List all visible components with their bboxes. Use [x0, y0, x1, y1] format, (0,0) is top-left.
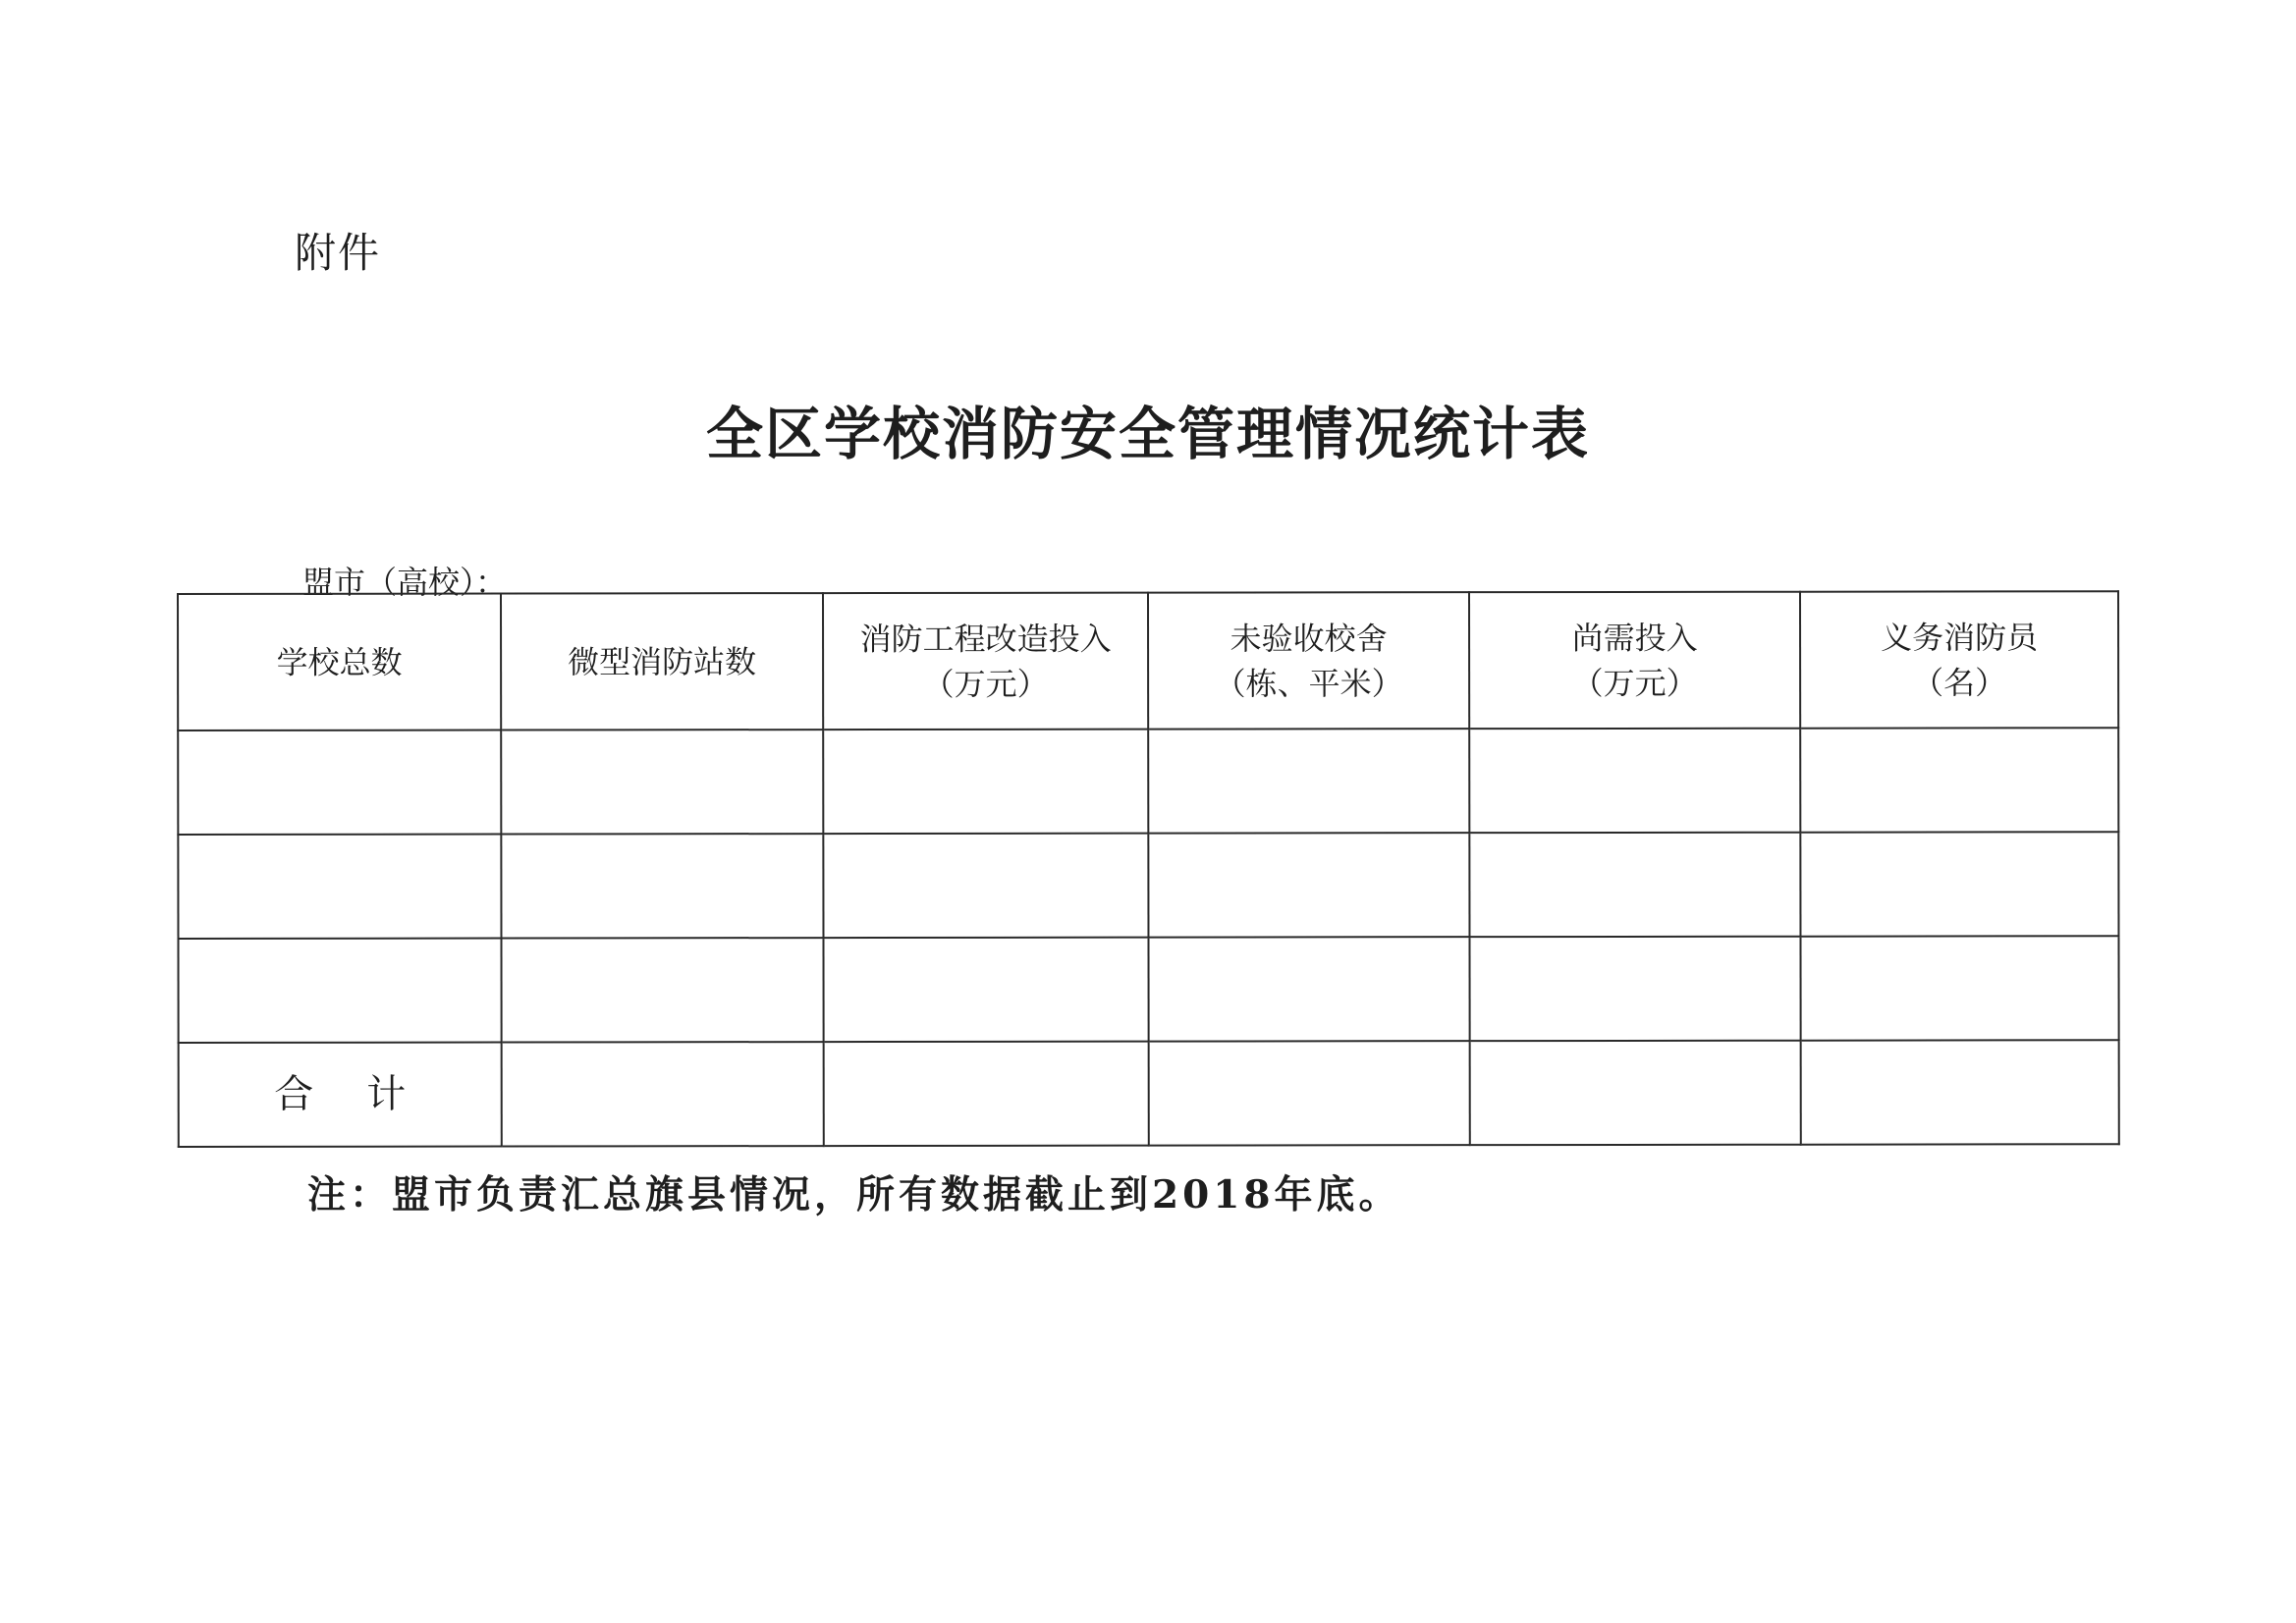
region-label: 盟市（高校）：	[302, 564, 508, 601]
table-cell	[1470, 1041, 1801, 1145]
table-cell	[1148, 833, 1469, 937]
header-unit: （栋、平米）	[1214, 664, 1403, 703]
header-row	[178, 591, 2118, 730]
header-cell-school-total	[178, 594, 501, 730]
total-label: 合计	[179, 1043, 502, 1147]
table-cell	[1801, 1040, 2119, 1144]
header-line: 消防工程改造投入	[859, 620, 1112, 658]
table-cell	[502, 1042, 824, 1146]
table-cell	[1469, 937, 1800, 1041]
table-row	[178, 936, 2118, 1043]
table-cell	[1469, 729, 1800, 833]
header-cell-required-investment	[1469, 592, 1800, 729]
table-cell	[823, 938, 1148, 1042]
header-unit: （名）	[1912, 663, 2007, 702]
header-cell-volunteer-firefighters	[1800, 591, 2118, 728]
header-line: 义务消防员	[1881, 618, 2039, 657]
table-cell	[824, 1042, 1149, 1146]
document-title: 全区学校消防安全管理情况统计表	[705, 401, 1590, 467]
table-cell	[1149, 1041, 1470, 1145]
table-cell	[1800, 832, 2118, 936]
attachment-label: 附件	[295, 229, 382, 277]
table-cell	[178, 730, 501, 835]
header-cell-fire-engineering-investment	[823, 593, 1148, 730]
table-cell	[1800, 936, 2118, 1040]
table-cell	[178, 835, 501, 939]
header-line: 微型消防站数	[568, 642, 757, 680]
table-cell	[501, 834, 823, 938]
header-unit: （万元）	[922, 665, 1049, 703]
statistics-table	[177, 590, 2120, 1148]
table-cell	[823, 834, 1148, 938]
footnote: 注：盟市负责汇总旗县情况，所有数据截止到2018年底。	[307, 1172, 1401, 1217]
header-cell-unaccepted-buildings	[1148, 592, 1469, 729]
table-cell	[1148, 729, 1469, 833]
header-line: 未验收校舍	[1230, 619, 1388, 658]
statistics-table-container	[177, 590, 2118, 1148]
header-unit: （万元）	[1571, 664, 1698, 702]
table-cell	[1469, 833, 1800, 937]
table-cell	[1148, 937, 1469, 1041]
table-cell	[178, 939, 501, 1043]
header-line: 学校总数	[276, 643, 403, 681]
table-cell	[501, 730, 823, 834]
table-cell	[823, 730, 1148, 834]
header-line: 尚需投入	[1571, 619, 1698, 657]
header-cell-micro-fire-station	[501, 593, 823, 730]
table-cell	[501, 938, 823, 1042]
table-row	[178, 832, 2118, 939]
total-row	[179, 1040, 2119, 1147]
table-row	[178, 728, 2118, 835]
table-cell	[1800, 728, 2118, 832]
